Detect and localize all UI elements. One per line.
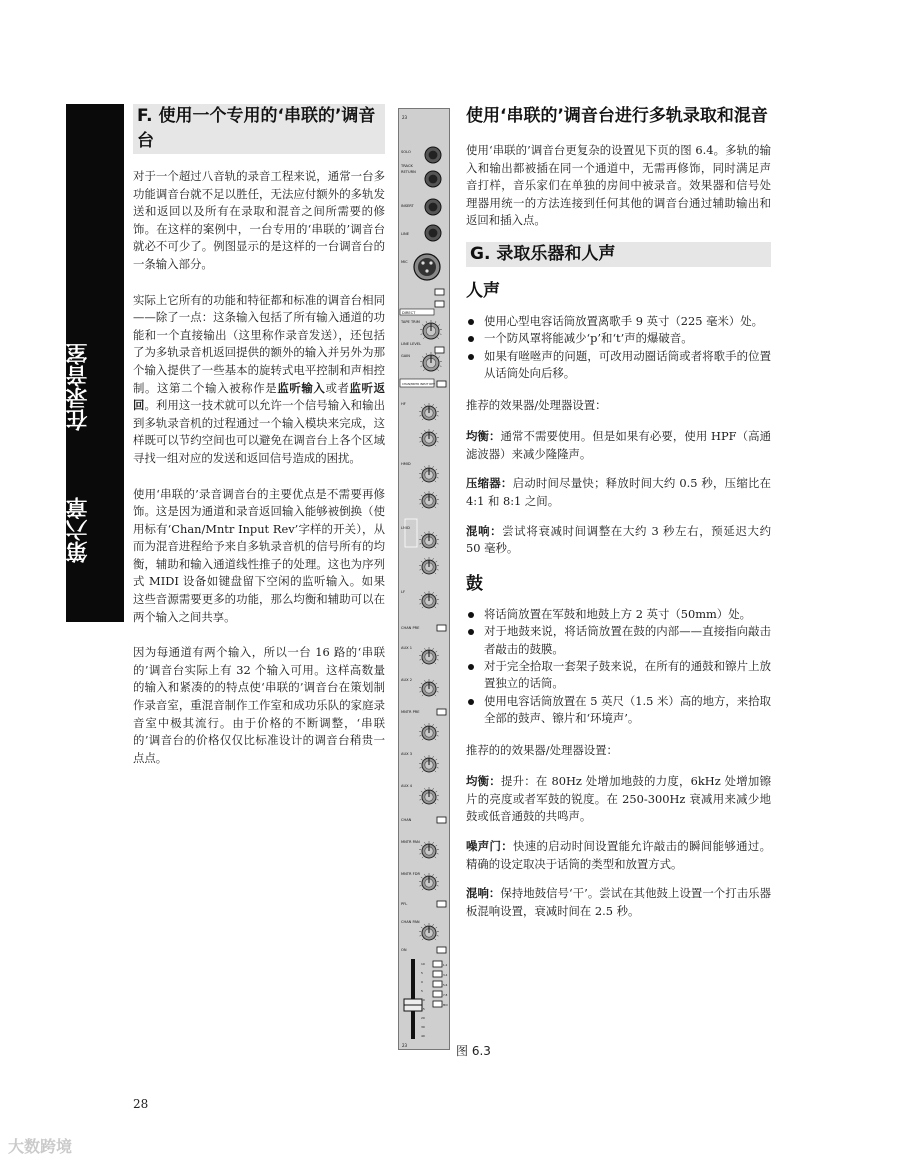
knob-tick (435, 419, 436, 420)
left-column (133, 104, 385, 767)
strip-label: LINE (401, 232, 410, 236)
watermark-logo: 大数跨境 (8, 1137, 73, 1156)
knob-tick (424, 648, 425, 650)
recommended-settings-drums: 推荐的的效果器/处理器设置： (466, 742, 618, 757)
knob-tick (422, 607, 423, 608)
switch-button (435, 301, 444, 307)
strip-label: GAIN (401, 354, 410, 358)
strip-label: MNTR PAN (401, 840, 420, 844)
switch-button (437, 817, 446, 823)
knob-tick (433, 680, 434, 682)
strip-label: TAPE TRIM (401, 320, 420, 324)
knob-tick (435, 547, 436, 548)
knob-tick (422, 507, 423, 508)
left-paragraph-3: 使用‘串联的’录音调音台的主要优点是不需要再修饰。这是因为通道和录音返回输入能够被倒换（使用标有‘Chan/Mntr Input Rev’字样的开关），从而为混音进程给予来自多轨录音机的信号所有的均衡，辅助和输入通道线性推子的处理。这也为序列式 MIDI 设备如键盘留下空闲的监听输入。如果这些音源需要更多的功能，那么均衡和辅助可以在两个输入之间共享。 (133, 486, 385, 624)
knob-tick (424, 558, 425, 560)
knob-tick (437, 441, 439, 442)
strip-label: TRACK (401, 164, 413, 168)
knob-tick (437, 503, 439, 504)
knob-tick (419, 477, 421, 478)
strip-label: LINE LEVEL (401, 342, 422, 346)
strip-label: HF (401, 402, 406, 406)
knob-tick (435, 759, 437, 760)
knob-tick (421, 433, 423, 434)
fader-scale-label: 30 (421, 1025, 425, 1029)
knob-tick (433, 724, 434, 726)
switch-button (433, 961, 442, 967)
knob-tick (437, 337, 438, 338)
list-item: 将话筒放置在军鼓和地鼓上方 2 英寸（50mm）处。 (466, 606, 771, 623)
knob-tick (423, 369, 424, 370)
list-item: 对于完全拾取一套架子鼓来说，在所有的通鼓和镲片上放置独立的话筒。 (466, 658, 771, 693)
knob-tick (435, 433, 437, 434)
knob-tick (424, 532, 425, 534)
knob-tick (433, 466, 434, 468)
switch-button (437, 901, 446, 907)
knob-tick (421, 366, 423, 367)
list-item: 使用心型电容话筒放置离歌手 9 英寸（225 毫米）处。 (466, 313, 771, 330)
knob-tick (419, 691, 421, 692)
knob-tick (421, 791, 423, 792)
knob-tick (421, 561, 423, 562)
knob-tick (435, 445, 436, 446)
switch-button (437, 947, 446, 953)
knob-tick (435, 573, 436, 574)
knob-tick (426, 321, 427, 323)
switch-button (437, 381, 446, 387)
strip-label: MNTR PRE (401, 710, 420, 714)
knob-tick (433, 842, 434, 844)
knob-tick (435, 683, 437, 684)
knob-tick (437, 935, 439, 936)
knob-tick (437, 767, 439, 768)
section-heading-g: G. 录取乐器和人声 (466, 242, 771, 267)
xlr-pin (429, 261, 432, 264)
knob-tick (437, 885, 439, 886)
knob-tick (435, 353, 436, 355)
knob-tick (423, 337, 424, 338)
knob-tick (435, 407, 437, 408)
strip-label: MIC (401, 260, 408, 264)
knob-tick (421, 595, 423, 596)
term-monitor-input: 监听输入 (277, 380, 326, 395)
page-number: 28 (133, 1097, 149, 1111)
knob-tick (433, 532, 434, 534)
strip-label: ON (401, 948, 407, 952)
strip-label: CHAN (401, 818, 412, 822)
knob-tick (421, 727, 423, 728)
switch-button (433, 1001, 442, 1007)
strip-label: CHAN PRE (401, 626, 420, 630)
drum-eq-setting: 均衡：提升：在 80Hz 处增加地鼓的力度，6kHz 处增加镲片的亮度或者军鼓的锐度。在 250-300Hz 衰减用来减少地鼓或低音通鼓的共鸣声。 (466, 774, 771, 824)
knob-tick (422, 857, 423, 858)
strip-label: PFL (401, 902, 408, 906)
strip-label: AUX 4 (401, 784, 412, 788)
knob-tick (419, 415, 421, 416)
switch-button (433, 981, 442, 987)
drum-gate-setting: 噪声门：快速的启动时间设置能允许敲击的瞬间能够通过。精确的设定取决于话筒的类型和放置方式。 (466, 838, 771, 871)
knob-tick (440, 334, 442, 335)
fader-scale-label: 5 (421, 989, 423, 993)
knob-tick (435, 507, 436, 508)
drum-tips-list (466, 606, 771, 728)
strip-label: LF (401, 590, 406, 594)
drum-reverb-setting: 混响：保持地鼓信号‘干’。尝试在其他鼓上设置一个打击乐器板混响设置，衰减时间在 2.5 秒。 (466, 886, 771, 918)
knob-tick (435, 857, 436, 858)
knob-tick (419, 543, 421, 544)
chapter-side-tab (66, 104, 124, 622)
knob-tick (433, 558, 434, 560)
knob-tick (433, 592, 434, 594)
knob-tick (422, 481, 423, 482)
fader-scale-label: 10 (421, 998, 425, 1002)
eq-bracket (405, 519, 417, 547)
knob-tick (422, 739, 423, 740)
knob-tick (435, 561, 437, 562)
knob-tick (421, 845, 423, 846)
knob-tick (424, 724, 425, 726)
mixer-channel-strip-figure (398, 108, 450, 1050)
vocal-tips-list (466, 313, 771, 383)
knob-tick (438, 325, 440, 326)
knob-tick (424, 788, 425, 790)
knob-tick (422, 445, 423, 446)
list-item: 使用电容话筒放置在 5 英尺（1.5 米）高的地方，来拾取全部的鼓声、镲片和‘环境声’。 (466, 693, 771, 728)
knob-tick (433, 492, 434, 494)
xlr-pin (421, 261, 424, 264)
knob-tick (435, 889, 436, 890)
fader-scale-label: 40 (421, 1034, 425, 1038)
knob-tick (437, 603, 439, 604)
strip-label: AUX 1 (401, 646, 412, 650)
knob-tick (424, 466, 425, 468)
knob-tick (421, 495, 423, 496)
knob-tick (435, 535, 437, 536)
knob-tick (422, 357, 424, 358)
knob-tick (435, 321, 436, 323)
knob-tick (433, 430, 434, 432)
knob-tick (437, 477, 439, 478)
fader-scale-label: 5 (421, 971, 423, 975)
knob-tick (438, 357, 440, 358)
knob-tick (419, 799, 421, 800)
knob-tick (419, 853, 421, 854)
knob-tick (433, 404, 434, 406)
jack-hole (429, 229, 438, 238)
routing-label: 7-8 (443, 994, 448, 997)
knob-tick (437, 735, 439, 736)
knob-tick (424, 404, 425, 406)
knob-tick (421, 877, 423, 878)
knob-tick (422, 939, 423, 940)
strip-number-top: 23 (402, 115, 408, 120)
knob-tick (421, 469, 423, 470)
knob-tick (435, 877, 437, 878)
knob-tick (419, 569, 421, 570)
knob-tick (422, 663, 423, 664)
knob-tick (433, 756, 434, 758)
knob-tick (424, 842, 425, 844)
right-paragraph-1: 使用‘串联的’调音台更复杂的设置见下页的图 6.4。多轨的输入和输出都被插在同一个通道中，无需再修饰，同时满足声音打样，音乐家们在单独的房间中被录音。效果器和信号处理器用统一的方法连接到任何其他的调音台通过辅助输出和返回和插入点。 (466, 143, 771, 228)
strip-label: INSERT (401, 204, 414, 208)
knob-tick (437, 415, 439, 416)
knob-tick (424, 680, 425, 682)
vocal-eq-setting: 均衡：通常不需要使用。但是如果有必要，使用 HPF（高通滤波器）来减少隆隆声。 (466, 429, 771, 461)
knob-tick (435, 495, 437, 496)
switch-button (435, 289, 444, 295)
subheading-drums: 鼓 (466, 573, 483, 594)
knob-tick (426, 353, 427, 355)
subheading-vocals: 人声 (466, 280, 500, 301)
strip-label: HMID (401, 462, 411, 466)
knob-tick (419, 503, 421, 504)
knob-tick (421, 535, 423, 536)
knob-tick (422, 771, 423, 772)
switch-button (435, 347, 444, 353)
knob-tick (424, 592, 425, 594)
section-heading-f: F. 使用一个专用的‘串联的’调音台 (133, 104, 385, 154)
strip-label: RETURN (401, 170, 416, 174)
knob-tick (421, 759, 423, 760)
routing-label: 5-6 (443, 984, 448, 987)
knob-tick (437, 369, 438, 370)
jack-hole (429, 203, 438, 212)
switch-button (433, 991, 442, 997)
knob-tick (437, 799, 439, 800)
right-column (466, 104, 771, 920)
strip-label: LMID (401, 526, 410, 530)
term-monitor-return: 监听返回 (133, 380, 385, 413)
knob-tick (422, 419, 423, 420)
recommended-settings-vocal: 推荐的效果器/处理器设置： (466, 397, 607, 412)
routing-label: 3-4 (443, 974, 448, 977)
left-paragraph-1: 对于一个超过八音轨的录音工程来说，通常一台多功能调音台就不足以胜任，无法应付额外的多轨发送和返回以及所有在录取和混音之间所需要的修饰。在这样的案例中，一台专用的‘串联的’调音台就必不可少了。例图显示的是这样的一台调音台的一条输入部分。 (133, 169, 385, 271)
side-tab-title: 在录音室 (66, 343, 91, 431)
xlr-input-inner (418, 258, 436, 276)
knob-tick (435, 803, 436, 804)
knob-tick (437, 659, 439, 660)
knob-tick (419, 441, 421, 442)
knob-tick (435, 739, 436, 740)
channel-strip-drawing (399, 109, 450, 1050)
knob-tick (422, 325, 424, 326)
left-paragraph-2: 实际上它所有的功能和特征都和标准的调音台相同——除了一点：这条输入包括了所有输入通道的功能和一个直接输出（这里称作录音发送），还包括了为多轨录音机返回提供的额外的输入并另外为那个输入提供了一些基本的旋转式电平控制和声相控制。这第二个输入被称作是监听输入或者监听返回。利用这一技术就可以允许一个信号输入和输出到多轨录音机的过程通过一个输入模块来完成，这样既可以节约空间也可以避免在调音台上各个区域寻找一组对应的发送和返回信号造成的困扰。 (133, 292, 385, 465)
knob-tick (421, 407, 423, 408)
knob-tick (424, 756, 425, 758)
left-paragraph-4: 因为每通道有两个输入，所以一台 16 路的‘串联的’调音台实际上有 32 个输入可用。这样高数量的输入和紧凑的的特点使‘串联的’调音台在策划制作录音室，重混音制作工作室和成功乐队的家庭录音室中极其流行。由于价格的不断调整，‘串联的’调音台的价格仅仅比标准设计的调音台稍贵一点点。 (133, 645, 385, 765)
fader-scale-label: 0 (421, 980, 423, 984)
list-item: 如果有咝咝声的问题，可改用动圈话筒或者将歌手的位置从话筒处向后移。 (466, 348, 771, 383)
knob-tick (435, 727, 437, 728)
strip-label: AUX 3 (401, 752, 412, 756)
vocal-reverb-setting: 混响：尝试将衰减时间调整在大约 3 秒左右，预延迟大约 50 毫秒。 (466, 523, 771, 556)
knob-tick (419, 885, 421, 886)
knob-tick (435, 771, 436, 772)
knob-tick (435, 927, 437, 928)
knob-tick (421, 927, 423, 928)
knob-tick (433, 924, 434, 926)
switch-button (437, 625, 446, 631)
fader-scale-label: 20 (421, 1016, 425, 1020)
subheading-inline-mixing: 使用‘串联的’调音台进行多轨录取和混音 (466, 106, 768, 126)
jack-hole (429, 175, 438, 184)
strip-number-bottom: 23 (402, 1043, 408, 1048)
knob-tick (424, 492, 425, 494)
knob-tick (421, 683, 423, 684)
switch-button (437, 709, 446, 715)
knob-tick (424, 430, 425, 432)
knob-tick (435, 845, 437, 846)
knob-tick (422, 803, 423, 804)
fader-scale-label: 15 (421, 1007, 425, 1011)
knob-tick (435, 595, 437, 596)
strip-label: MNTR FDR (401, 872, 420, 876)
strip-label: AUX 2 (401, 678, 412, 682)
knob-tick (437, 543, 439, 544)
knob-tick (419, 603, 421, 604)
strip-label: SOLO (401, 150, 411, 154)
knob-tick (433, 874, 434, 876)
list-item: 对于地鼓来说，将话筒放置在鼓的内部——直接指向敲击者敲击的鼓膜。 (466, 623, 771, 658)
knob-tick (440, 366, 442, 367)
jack-hole (429, 151, 438, 160)
side-tab-chapter: 第六章 (66, 497, 91, 563)
knob-tick (435, 481, 436, 482)
knob-tick (437, 853, 439, 854)
strip-label: DIRECT (402, 311, 416, 315)
knob-tick (421, 651, 423, 652)
knob-tick (419, 767, 421, 768)
knob-tick (421, 334, 423, 335)
xlr-pin (425, 269, 428, 272)
knob-tick (422, 547, 423, 548)
routing-label: 1-2 (443, 964, 448, 967)
knob-tick (422, 889, 423, 890)
strip-label: CHAN PAN (401, 920, 420, 924)
knob-tick (435, 469, 437, 470)
routing-label: MIX (443, 1004, 448, 1007)
knob-tick (424, 874, 425, 876)
knob-tick (435, 663, 436, 664)
vocal-compressor-setting: 压缩器：启动时间尽量快；释放时间大约 0.5 秒，压缩比在 4:1 和 8:1 之间。 (466, 476, 771, 508)
knob-tick (424, 924, 425, 926)
knob-tick (419, 659, 421, 660)
knob-tick (435, 607, 436, 608)
knob-tick (435, 939, 436, 940)
knob-tick (437, 691, 439, 692)
knob-tick (435, 651, 437, 652)
knob-tick (433, 648, 434, 650)
list-item: 一个防风罩将能减少‘p’和‘t’声的爆破音。 (466, 330, 771, 347)
knob-tick (433, 788, 434, 790)
switch-button (433, 971, 442, 977)
knob-tick (422, 573, 423, 574)
knob-tick (422, 695, 423, 696)
fader-scale-label: 10 (421, 962, 425, 966)
strip-label: CHAN/MNTR INPUT REV (402, 382, 435, 386)
knob-tick (435, 695, 436, 696)
knob-tick (435, 791, 437, 792)
knob-tick (419, 935, 421, 936)
figure-caption: 图 6.3 (456, 1044, 491, 1058)
knob-tick (419, 735, 421, 736)
knob-tick (437, 569, 439, 570)
